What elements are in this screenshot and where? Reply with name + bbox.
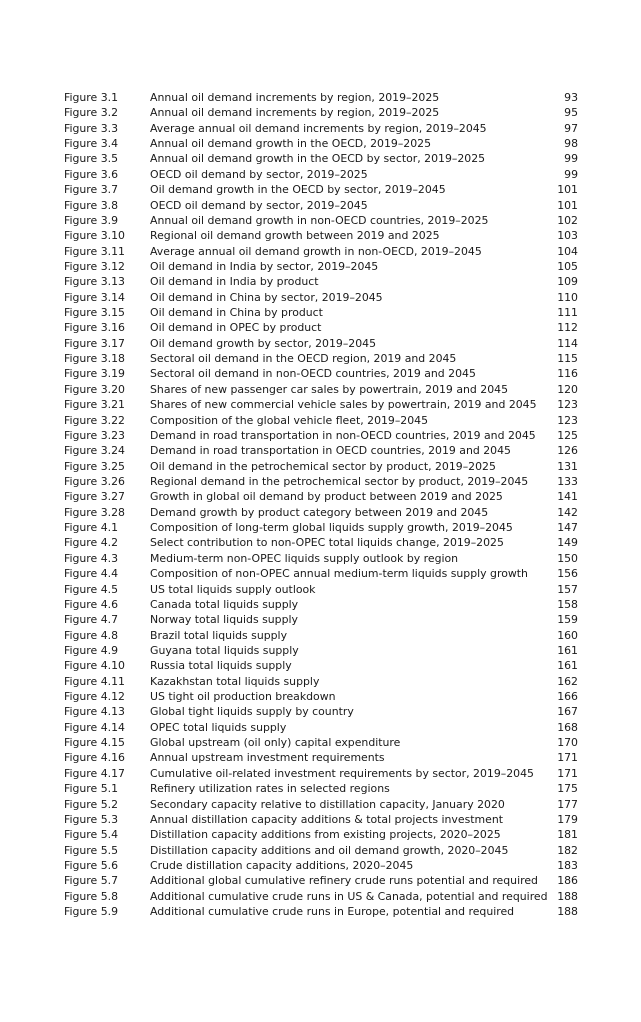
figure-number: Figure 3.20 xyxy=(64,382,125,396)
figure-number: Figure 3.23 xyxy=(64,428,125,442)
figure-number: Figure 3.2 xyxy=(64,106,119,120)
figure-title: Oil demand in India by product xyxy=(150,275,319,289)
page-number: 179 xyxy=(557,812,578,826)
figure-number: Figure 3.17 xyxy=(64,336,125,350)
figure-number: Figure 5.3 xyxy=(64,812,119,826)
figure-title: Sectoral oil demand in non-OECD countries, 2019 and 2045 xyxy=(150,367,476,381)
figure-entry-row xyxy=(64,136,578,151)
page-number: 167 xyxy=(557,705,578,719)
figure-entry-row xyxy=(64,827,578,842)
figure-entry-row xyxy=(64,121,578,136)
figure-title: US tight oil production breakdown xyxy=(150,690,336,704)
page-number: 123 xyxy=(557,413,578,427)
page-number: 102 xyxy=(557,213,578,227)
figure-title: Annual upstream investment requirements xyxy=(150,751,385,765)
figure-number: Figure 3.9 xyxy=(64,213,119,227)
page-number: 162 xyxy=(557,674,578,688)
page-number: 95 xyxy=(564,106,578,120)
figure-entry-row xyxy=(64,720,578,735)
figure-entry-row xyxy=(64,658,578,673)
figure-entry-row xyxy=(64,520,578,535)
figure-entry-row xyxy=(64,366,578,381)
figure-number: Figure 5.6 xyxy=(64,858,119,872)
page-number: 101 xyxy=(557,198,578,212)
figure-entry-row xyxy=(64,397,578,412)
page-number: 103 xyxy=(557,229,578,243)
page-number: 186 xyxy=(557,874,578,888)
page-number: 125 xyxy=(557,428,578,442)
page-number: 182 xyxy=(557,843,578,857)
figure-number: Figure 4.7 xyxy=(64,613,119,627)
figure-entry-row xyxy=(64,766,578,781)
figure-title: Demand in road transportation in non-OECD countries, 2019 and 2045 xyxy=(150,428,536,442)
figure-entry-row xyxy=(64,105,578,120)
figure-title: Oil demand in OPEC by product xyxy=(150,321,322,335)
figure-title: Additional cumulative crude runs in Europe, potential and required xyxy=(150,905,515,919)
figure-entry-row xyxy=(64,151,578,166)
figure-entry-row xyxy=(64,198,578,213)
figure-title: Average annual oil demand increments by region, 2019–2045 xyxy=(150,121,487,135)
page-number: 188 xyxy=(557,905,578,919)
figure-title: Annual oil demand increments by region, 2019–2025 xyxy=(150,91,440,104)
figure-number: Figure 4.17 xyxy=(64,766,125,780)
figure-number: Figure 5.2 xyxy=(64,797,119,811)
figure-entry-row xyxy=(64,474,578,489)
figure-entry-row xyxy=(64,244,578,259)
figure-title: Crude distillation capacity additions, 2020–2045 xyxy=(150,858,414,872)
figure-title: Annual distillation capacity additions & total projects investment xyxy=(150,812,503,826)
figure-title: Canada total liquids supply xyxy=(150,597,299,611)
figure-title: Select contribution to non-OPEC total liquids change, 2019–2025 xyxy=(150,536,504,550)
figure-number: Figure 3.26 xyxy=(64,474,125,488)
figure-entry-row xyxy=(64,489,578,504)
figure-title: Oil demand in China by product xyxy=(150,306,323,320)
page-number: 159 xyxy=(557,613,578,627)
figure-title: Average annual oil demand growth in non-OECD, 2019–2045 xyxy=(150,244,482,258)
figure-number: Figure 3.10 xyxy=(64,229,125,243)
page-number: 183 xyxy=(557,858,578,872)
figure-title: Guyana total liquids supply xyxy=(150,643,299,657)
figure-entry-row xyxy=(64,612,578,627)
page-number: 147 xyxy=(557,521,578,535)
figure-number: Figure 4.12 xyxy=(64,690,125,704)
figure-number: Figure 4.13 xyxy=(64,705,125,719)
figure-number: Figure 3.25 xyxy=(64,459,125,473)
figure-number: Figure 3.8 xyxy=(64,198,119,212)
figure-entry-row xyxy=(64,274,578,289)
figure-entry-row xyxy=(64,213,578,228)
page-number: 166 xyxy=(557,690,578,704)
page-number: 111 xyxy=(557,306,578,320)
figure-number: Figure 3.11 xyxy=(64,244,125,258)
figure-number: Figure 3.21 xyxy=(64,398,125,412)
page-number: 116 xyxy=(557,367,578,381)
figure-title: Norway total liquids supply xyxy=(150,613,298,627)
figure-title: Brazil total liquids supply xyxy=(150,628,288,642)
figure-title: Regional oil demand growth between 2019 and 2025 xyxy=(150,229,440,243)
figure-entry-row xyxy=(64,182,578,197)
page-number: 97 xyxy=(564,121,578,135)
figure-number: Figure 3.14 xyxy=(64,290,125,304)
figure-entry-row xyxy=(64,336,578,351)
figure-number: Figure 3.28 xyxy=(64,505,125,519)
figure-title: Oil demand growth in the OECD by sector, 2019–2045 xyxy=(150,183,446,197)
figure-title: Shares of new passenger car sales by powertrain, 2019 and 2045 xyxy=(150,382,508,396)
figure-title: Global upstream (oil only) capital expenditure xyxy=(150,736,401,750)
figure-number: Figure 4.10 xyxy=(64,659,125,673)
figure-title: Annual oil demand growth in the OECD by sector, 2019–2025 xyxy=(150,152,486,166)
figure-title: Global tight liquids supply by country xyxy=(150,705,354,719)
figure-entry-row xyxy=(64,812,578,827)
figure-entry-row xyxy=(64,90,578,105)
figure-title: Cumulative oil-related investment requirements by sector, 2019–2045 xyxy=(150,766,534,780)
figure-title: Composition of long-term global liquids supply growth, 2019–2045 xyxy=(150,521,513,535)
figure-entry-row xyxy=(64,843,578,858)
figure-number: Figure 4.9 xyxy=(64,643,119,657)
page-number: 188 xyxy=(557,889,578,903)
figure-title: OECD oil demand by sector, 2019–2025 xyxy=(150,167,368,181)
figure-number: Figure 3.6 xyxy=(64,167,119,181)
figure-title: OPEC total liquids supply xyxy=(150,720,287,734)
page-number: 181 xyxy=(557,828,578,842)
figure-entry-row xyxy=(64,904,578,919)
figure-title: Annual oil demand increments by region, 2019–2025 xyxy=(150,106,440,120)
figure-title: Composition of the global vehicle fleet, 2019–2045 xyxy=(150,413,429,427)
figure-title: Demand in road transportation in OECD countries, 2019 and 2045 xyxy=(150,444,511,458)
figure-number: Figure 4.6 xyxy=(64,597,119,611)
figure-entry-row xyxy=(64,535,578,550)
figure-number: Figure 4.16 xyxy=(64,751,125,765)
figure-entry-row xyxy=(64,551,578,566)
page-number: 161 xyxy=(557,659,578,673)
figure-entry-row xyxy=(64,382,578,397)
page-number: 110 xyxy=(557,290,578,304)
figure-number: Figure 4.11 xyxy=(64,674,125,688)
figure-title: Additional cumulative crude runs in US & Canada, potential and required xyxy=(150,889,548,903)
page-number: 99 xyxy=(564,167,578,181)
page-number: 133 xyxy=(557,474,578,488)
page-number: 177 xyxy=(557,797,578,811)
figure-entry-row xyxy=(64,735,578,750)
figure-entry-row xyxy=(64,413,578,428)
figure-title: Oil demand in China by sector, 2019–2045 xyxy=(150,290,383,304)
page-number: 93 xyxy=(564,91,578,104)
page-number: 171 xyxy=(557,751,578,765)
figure-entry-row xyxy=(64,459,578,474)
figure-number: Figure 5.4 xyxy=(64,828,119,842)
figure-entry-row xyxy=(64,674,578,689)
figure-entry-row xyxy=(64,873,578,888)
figure-number: Figure 3.13 xyxy=(64,275,125,289)
figure-number: Figure 5.7 xyxy=(64,874,119,888)
figure-number: Figure 5.8 xyxy=(64,889,119,903)
figure-number: Figure 4.2 xyxy=(64,536,119,550)
figure-entry-row xyxy=(64,259,578,274)
figure-entry-row xyxy=(64,443,578,458)
figure-entry-row xyxy=(64,228,578,243)
figure-number: Figure 5.9 xyxy=(64,905,119,919)
figure-title: Secondary capacity relative to distillation capacity, January 2020 xyxy=(150,797,505,811)
figure-title: Regional demand in the petrochemical sector by product, 2019–2045 xyxy=(150,474,529,488)
page-number: 171 xyxy=(557,766,578,780)
page-number: 131 xyxy=(557,459,578,473)
page-number: 160 xyxy=(557,628,578,642)
figure-entry-row xyxy=(64,704,578,719)
figure-entry-row xyxy=(64,781,578,796)
figure-title: Oil demand in the petrochemical sector by product, 2019–2025 xyxy=(150,459,496,473)
page-number: 158 xyxy=(557,597,578,611)
figure-number: Figure 4.14 xyxy=(64,720,125,734)
figure-number: Figure 3.15 xyxy=(64,306,125,320)
figure-entry-row xyxy=(64,889,578,904)
figure-title: Annual oil demand growth in the OECD, 2019–2025 xyxy=(150,137,431,151)
page-number: 156 xyxy=(557,567,578,581)
figure-number: Figure 4.5 xyxy=(64,582,119,596)
figure-entry-row xyxy=(64,689,578,704)
figure-title: Additional global cumulative refinery crude runs potential and required xyxy=(150,874,538,888)
figure-entry-row xyxy=(64,858,578,873)
figure-title: Refinery utilization rates in selected regions xyxy=(150,782,390,796)
figure-title: Oil demand growth by sector, 2019–2045 xyxy=(150,336,377,350)
figure-number: Figure 3.1 xyxy=(64,91,119,104)
figure-entry-row xyxy=(64,597,578,612)
figure-title: Oil demand in India by sector, 2019–2045 xyxy=(150,259,379,273)
page-number: 115 xyxy=(557,352,578,366)
figure-title: Distillation capacity additions from existing projects, 2020–2025 xyxy=(150,828,501,842)
page-number: 168 xyxy=(557,720,578,734)
page-number: 142 xyxy=(557,505,578,519)
figure-title: Medium-term non-OPEC liquids supply outlook by region xyxy=(150,551,459,565)
figure-number: Figure 3.5 xyxy=(64,152,119,166)
figure-number: Figure 3.16 xyxy=(64,321,125,335)
figure-title: Russia total liquids supply xyxy=(150,659,292,673)
figure-number: Figure 3.24 xyxy=(64,444,125,458)
figure-entry-row xyxy=(64,167,578,182)
figure-number: Figure 5.1 xyxy=(64,782,119,796)
page-number: 120 xyxy=(557,382,578,396)
figure-title: Shares of new commercial vehicle sales by powertrain, 2019 and 2045 xyxy=(150,398,537,412)
figure-number: Figure 5.5 xyxy=(64,843,119,857)
page-number: 161 xyxy=(557,643,578,657)
figure-entry-row xyxy=(64,505,578,520)
page-number: 105 xyxy=(557,259,578,273)
figure-entry-row xyxy=(64,582,578,597)
figure-entry-row xyxy=(64,290,578,305)
figure-number: Figure 3.22 xyxy=(64,413,125,427)
figure-title: Demand growth by product category between 2019 and 2045 xyxy=(150,505,489,519)
page-number: 114 xyxy=(557,336,578,350)
page-number: 98 xyxy=(564,137,578,151)
figure-number: Figure 4.4 xyxy=(64,567,119,581)
page-number: 149 xyxy=(557,536,578,550)
page-number: 157 xyxy=(557,582,578,596)
page-number: 126 xyxy=(557,444,578,458)
figure-number: Figure 3.3 xyxy=(64,121,119,135)
page-number: 109 xyxy=(557,275,578,289)
page-number: 101 xyxy=(557,183,578,197)
figure-title: Annual oil demand growth in non-OECD countries, 2019–2025 xyxy=(150,213,489,227)
page-number: 112 xyxy=(557,321,578,335)
figure-title: Distillation capacity additions and oil demand growth, 2020–2045 xyxy=(150,843,509,857)
figure-title: Sectoral oil demand in the OECD region, 2019 and 2045 xyxy=(150,352,457,366)
page-number: 175 xyxy=(557,782,578,796)
page-number: 104 xyxy=(557,244,578,258)
figure-number: Figure 3.12 xyxy=(64,259,125,273)
figure-number: Figure 3.7 xyxy=(64,183,119,197)
figure-entry-row xyxy=(64,428,578,443)
figure-entry-row xyxy=(64,566,578,581)
list-of-figures xyxy=(64,90,578,919)
page-number: 170 xyxy=(557,736,578,750)
figure-number: Figure 4.15 xyxy=(64,736,125,750)
figure-number: Figure 4.1 xyxy=(64,521,119,535)
figure-entry-row xyxy=(64,320,578,335)
page-number: 123 xyxy=(557,398,578,412)
page-number: 150 xyxy=(557,551,578,565)
figure-entry-row xyxy=(64,797,578,812)
page-number: 99 xyxy=(564,152,578,166)
figure-title: OECD oil demand by sector, 2019–2045 xyxy=(150,198,368,212)
figure-number: Figure 3.27 xyxy=(64,490,125,504)
figure-entry-row xyxy=(64,628,578,643)
figure-title: Kazakhstan total liquids supply xyxy=(150,674,320,688)
page-number: 141 xyxy=(557,490,578,504)
figure-title: US total liquids supply outlook xyxy=(150,582,316,596)
figure-entry-row xyxy=(64,305,578,320)
figure-number: Figure 4.8 xyxy=(64,628,119,642)
figure-number: Figure 4.3 xyxy=(64,551,119,565)
figure-title: Growth in global oil demand by product between 2019 and 2025 xyxy=(150,490,503,504)
figure-title: Composition of non-OPEC annual medium-term liquids supply growth xyxy=(150,567,528,581)
figure-number: Figure 3.18 xyxy=(64,352,125,366)
figure-number: Figure 3.4 xyxy=(64,137,119,151)
figure-number: Figure 3.19 xyxy=(64,367,125,381)
figure-entry-row xyxy=(64,351,578,366)
figure-entry-row xyxy=(64,643,578,658)
figure-entry-row xyxy=(64,750,578,765)
